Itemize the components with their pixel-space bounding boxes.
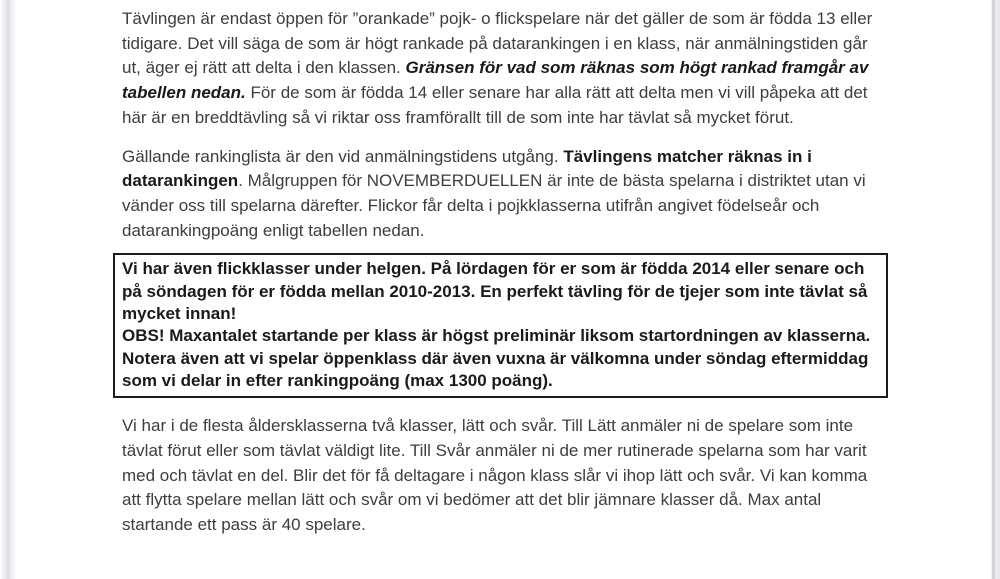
text-run: . Målgruppen för NOVEMBERDUELLEN är inte de bästa spelarna i distriktet utan vi vänder oss till spelarna därefter. Flickor får delta i pojkklasserna utifrån angivet födelseår och datarankingpoäng enligt tabellen nedan.: [122, 171, 866, 240]
text-run: OBS! Maxantalet startande per klass är högst preliminär liksom startordningen av klasserna.: [122, 326, 871, 346]
text-run: Vi har även flickklasser under helgen. På lördagen för er som är födda 2014 eller senare och på söndagen för er födda mellan 2010-2013. En perfekt tävling för de tjejer som inte tävlat så mycket innan!: [122, 259, 868, 323]
girls-classes-box: [113, 253, 888, 398]
text-run: Tävlingens matcher räknas in i datarankingen: [122, 146, 812, 191]
text-run: Tävlingen är endast öppen för ”orankade” pojk- o flickspelare när det gäller de som är födda 13 eller tidigare. Det vill säga de som är högt rankade på datarankingen i en klass, när anmälningstiden går ut, äger ej rätt att delta i den klassen.: [122, 9, 873, 78]
document-content: [122, 0, 888, 538]
text-run: Gränsen för vad som räknas som högt rankad framgår av tabellen nedan.: [122, 58, 869, 103]
ranking-paragraph: [122, 145, 888, 244]
text-run: Notera även att vi spelar öppenklass där även vuxna är välkomna under söndag eftermiddag som vi delar in efter rankingpoäng (max 1300 poäng).: [122, 348, 869, 390]
intro-paragraph: [122, 7, 888, 131]
text-run: Gällande rankinglista är den vid anmälningstidens utgång.: [122, 146, 564, 166]
page-right-edge: [991, 0, 1000, 579]
text-run: Vi har i de flesta åldersklasserna två klasser, lätt och svår. Till Lätt anmäler ni de spelare som inte tävlat förut eller som tävlat väldigt lite. Till Svår anmäler ni de mer rutinerade spelarna som har varit med och tävlat en del. Blir det för få deltagare i någon klass slår vi ihop lätt och svår. Vi kan komma att flytta spelare mellan lätt och svår om vi bedömer att det blir jämnare klasser då. Max antal startande ett pass är 40 spelare.: [122, 416, 868, 534]
page-left-edge: [0, 0, 17, 579]
text-run: För de som är födda 14 eller senare har alla rätt att delta men vi vill påpeka att det här är en breddtävling så vi riktar oss framförallt till de som inte har tävlat så mycket förut.: [122, 83, 868, 127]
classes-paragraph: [122, 414, 888, 538]
